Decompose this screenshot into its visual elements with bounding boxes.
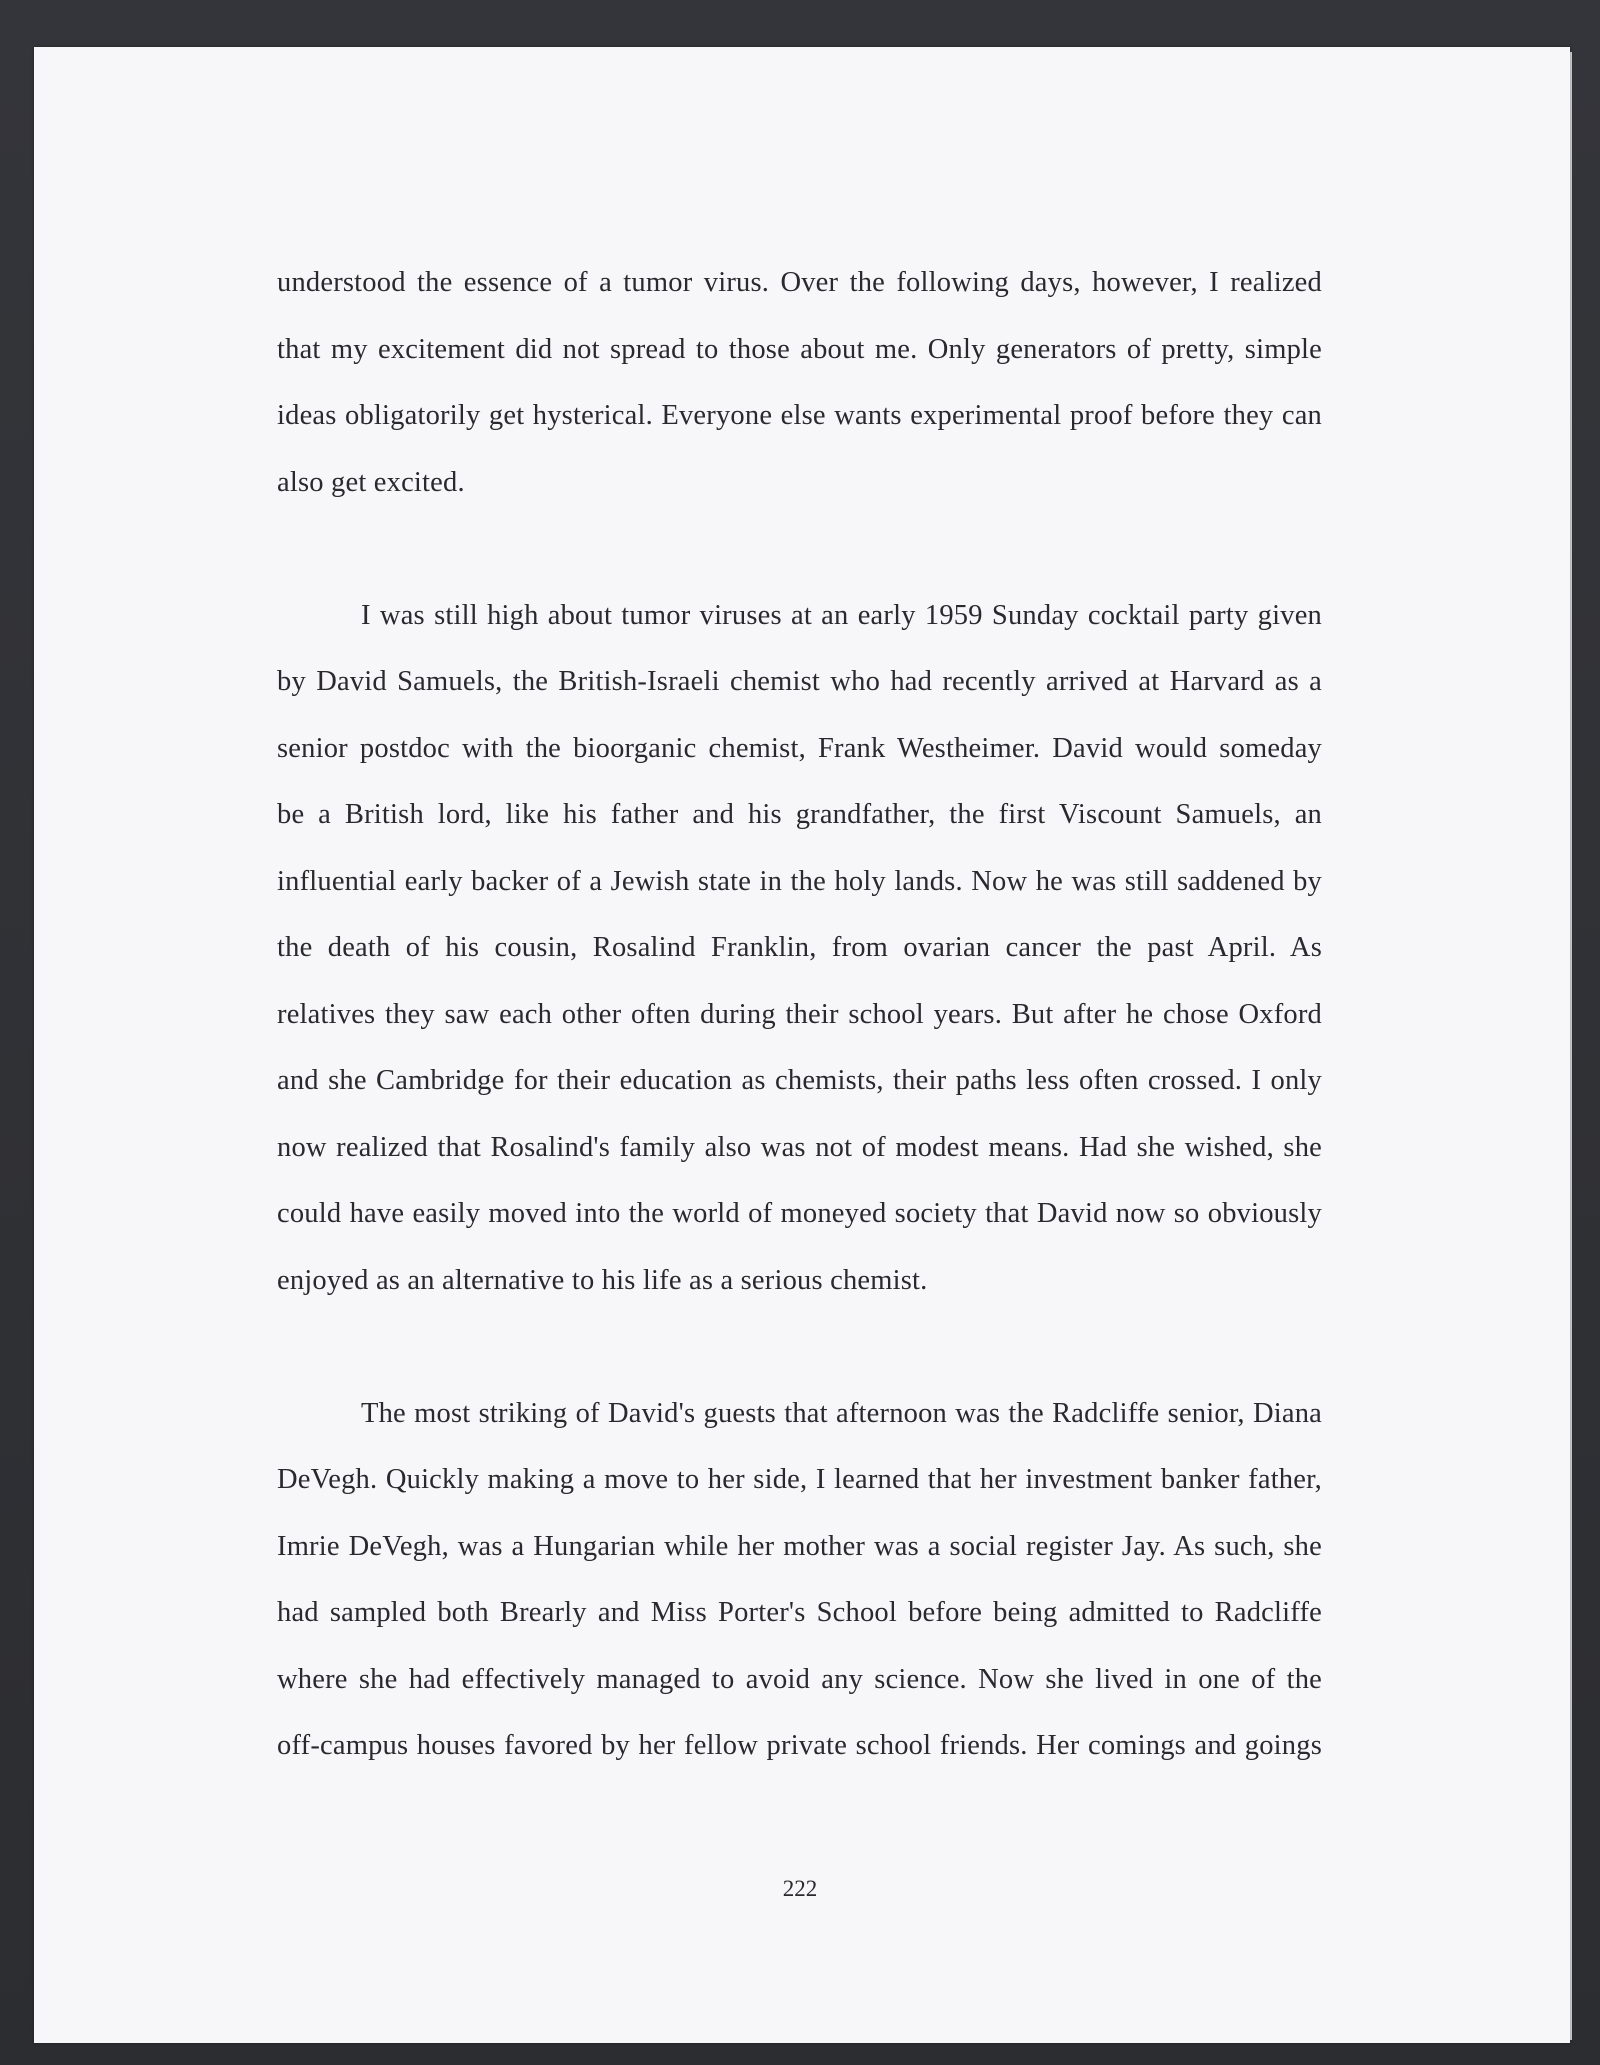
- text-line: Imrie DeVegh, was a Hungarian while her mother was a social register Jay. As such, she: [277, 1530, 1322, 1562]
- text-line: by David Samuels, the British-Israeli chemist who had recently arrived at Harvard as a: [277, 666, 1322, 697]
- text-line: senior postdoc with the bioorganic chemist, Frank Westheimer. David would someday: [277, 732, 1322, 764]
- text-line: off-campus houses favored by her fellow private school friends. Her comings and goings: [277, 1730, 1322, 1761]
- text-line: relatives they saw each other often during their school years. But after he chose Oxford: [277, 998, 1322, 1030]
- text-line: be a British lord, like his father and his grandfather, the first Viscount Samuels, an: [277, 799, 1322, 830]
- body-text: [277, 258, 1322, 1788]
- text-line: also get excited.: [277, 466, 465, 498]
- text-line: where she had effectively managed to avoid any science. Now she lived in one of the: [277, 1663, 1322, 1695]
- text-line: I was still high about tumor viruses at an early 1959 Sunday cocktail party given: [361, 599, 1322, 631]
- text-line: understood the essence of a tumor virus. Over the following days, however, I realized: [277, 267, 1322, 298]
- text-line: and she Cambridge for their education as chemists, their paths less often crossed. I only: [277, 1065, 1322, 1096]
- text-line: enjoyed as an alternative to his life as a serious chemist.: [277, 1264, 928, 1296]
- page-number: 222: [782, 1876, 818, 1901]
- text-line: could have easily moved into the world of moneyed society that David now so obviously: [277, 1198, 1322, 1229]
- paragraph-gap: [277, 524, 1322, 591]
- paragraph-gap: [277, 1322, 1322, 1389]
- text-line: had sampled both Brearly and Miss Porter's School before being admitted to Radcliffe: [277, 1597, 1322, 1628]
- text-line: the death of his cousin, Rosalind Franklin, from ovarian cancer the past April. As: [277, 932, 1322, 963]
- text-line: that my excitement did not spread to those about me. Only generators of pretty, simple: [277, 333, 1322, 365]
- text-line: ideas obligatorily get hysterical. Everyone else wants experimental proof before they can: [277, 400, 1322, 431]
- text-line: now realized that Rosalind's family also was not of modest means. Had she wished, she: [277, 1131, 1322, 1163]
- text-line: The most striking of David's guests that afternoon was the Radcliffe senior, Diana: [361, 1397, 1322, 1429]
- text-line: DeVegh. Quickly making a move to her side, I learned that her investment banker father,: [277, 1464, 1322, 1495]
- text-line: influential early backer of a Jewish state in the holy lands. Now he was still saddened by: [277, 865, 1322, 897]
